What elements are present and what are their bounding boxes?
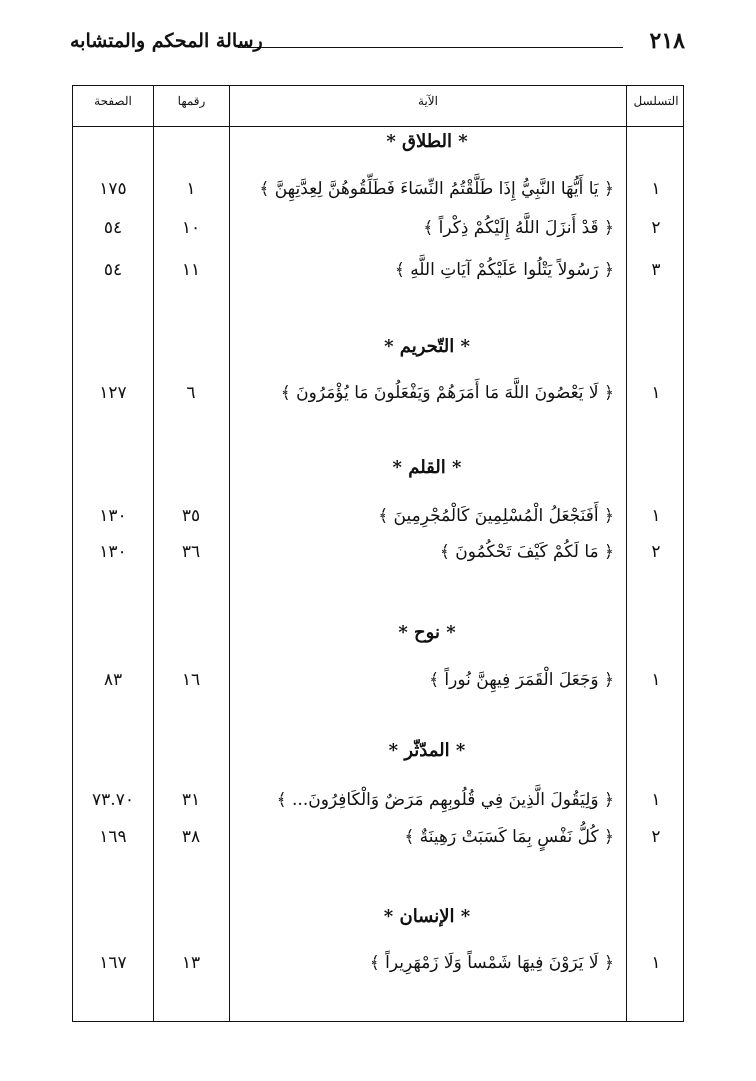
serial-cell: ١ bbox=[651, 383, 661, 403]
surah-title: * نوح * bbox=[398, 622, 456, 643]
verse-number-cell: ٣٨ bbox=[181, 827, 201, 847]
verse-number-cell: ٣٦ bbox=[181, 542, 201, 562]
serial-cell: ١ bbox=[651, 179, 661, 199]
table-row bbox=[73, 823, 683, 851]
surah-title: * الإنسان * bbox=[383, 906, 471, 927]
verse-number-cell: ١ bbox=[186, 179, 196, 199]
serial-cell: ٢ bbox=[651, 218, 661, 238]
serial-cell: ١ bbox=[651, 953, 661, 973]
verse-number-cell: ١٣ bbox=[181, 953, 201, 973]
verse-cell: ﴿ قَدْ أَنزَلَ اللَّهُ إِلَيْكُمْ ذِكْراً ﴾ bbox=[423, 218, 614, 238]
verse-cell: ﴿ مَا لَكُمْ كَيْفَ تَحْكُمُونَ ﴾ bbox=[439, 542, 614, 562]
book-title: رسالة المحكم والمتشابه bbox=[70, 30, 263, 52]
table-row bbox=[73, 175, 683, 203]
verse-number-cell: ٦ bbox=[186, 383, 196, 403]
page-header bbox=[70, 28, 685, 62]
verse-cell: ﴿ أَفَنَجْعَلُ الْمُسْلِمِينَ كَالْمُجْرِمِينَ ﴾ bbox=[378, 506, 614, 526]
verse-cell: ﴿ وَلِيَقُولَ الَّذِينَ فِي قُلُوبِهِم مَرَضٌ وَالْكَافِرُونَ... ﴾ bbox=[276, 790, 614, 810]
serial-cell: ١ bbox=[651, 670, 661, 690]
verse-number-cell: ٣٥ bbox=[181, 506, 201, 526]
column-header-verse: الآية bbox=[418, 94, 438, 108]
table-row bbox=[73, 538, 683, 566]
verse-number-cell: ١١ bbox=[181, 260, 201, 280]
page-number: ٢١٨ bbox=[649, 28, 685, 54]
page-cell: ٥٤ bbox=[103, 260, 123, 280]
verse-cell: ﴿ رَسُولاً يَتْلُوا عَلَيْكُمْ آيَاتِ اللَّهِ ﴾ bbox=[394, 260, 614, 280]
page-cell: ٥٤ bbox=[103, 218, 123, 238]
page-cell: ٨٣ bbox=[103, 670, 123, 690]
verse-cell: ﴿ كُلُّ نَفْسٍ بِمَا كَسَبَتْ رَهِينَةٌ ﴾ bbox=[404, 827, 614, 847]
verse-cell: ﴿ يَا أَيُّهَا النَّبِيُّ إِذَا طَلَّقْتُمُ النِّسَاءَ فَطَلِّقُوهُنَّ لِعِدَّتِهِنَّ ﴾ bbox=[259, 179, 614, 199]
table-row bbox=[73, 379, 683, 407]
verse-cell: ﴿ لَا يَرَوْنَ فِيهَا شَمْساً وَلَا زَمْهَرِيراً ﴾ bbox=[369, 953, 614, 973]
surah-title: * الطلاق * bbox=[386, 131, 468, 152]
column-header-number: رقمها bbox=[177, 94, 206, 108]
verse-cell: ﴿ وَجَعَلَ الْقَمَرَ فِيهِنَّ نُوراً ﴾ bbox=[429, 670, 614, 690]
header-divider bbox=[73, 126, 683, 127]
column-header-serial: التسلسل bbox=[633, 94, 679, 108]
verse-number-cell: ١٦ bbox=[181, 670, 201, 690]
serial-cell: ١ bbox=[651, 790, 661, 810]
index-table bbox=[72, 85, 684, 1022]
table-row bbox=[73, 949, 683, 977]
page-cell: ١٦٩ bbox=[99, 827, 127, 847]
header-rule bbox=[238, 47, 623, 48]
table-row bbox=[73, 256, 683, 284]
surah-title: * القلم * bbox=[392, 457, 462, 478]
serial-cell: ٢ bbox=[651, 542, 661, 562]
page-cell: ٧٣.٧٠ bbox=[92, 790, 134, 810]
table-row bbox=[73, 214, 683, 242]
page-cell: ١٦٧ bbox=[99, 953, 127, 973]
table-row bbox=[73, 666, 683, 694]
serial-cell: ٣ bbox=[651, 260, 661, 280]
surah-title: * المدّثّر * bbox=[388, 740, 466, 761]
column-header-page: الصفحة bbox=[94, 94, 132, 108]
surah-title: * التّحريم * bbox=[384, 336, 470, 357]
verse-number-cell: ١٠ bbox=[181, 218, 201, 238]
serial-cell: ٢ bbox=[651, 827, 661, 847]
page-cell: ١٣٠ bbox=[99, 506, 127, 526]
serial-cell: ١ bbox=[651, 506, 661, 526]
page-cell: ١٣٠ bbox=[99, 542, 127, 562]
table-row bbox=[73, 502, 683, 530]
table-row bbox=[73, 786, 683, 814]
page-cell: ١٧٥ bbox=[99, 179, 127, 199]
verse-number-cell: ٣١ bbox=[181, 790, 201, 810]
page-cell: ١٢٧ bbox=[99, 383, 127, 403]
verse-cell: ﴿ لَا يَعْصُونَ اللَّهَ مَا أَمَرَهُمْ وَيَفْعَلُونَ مَا يُؤْمَرُونَ ﴾ bbox=[280, 383, 614, 403]
